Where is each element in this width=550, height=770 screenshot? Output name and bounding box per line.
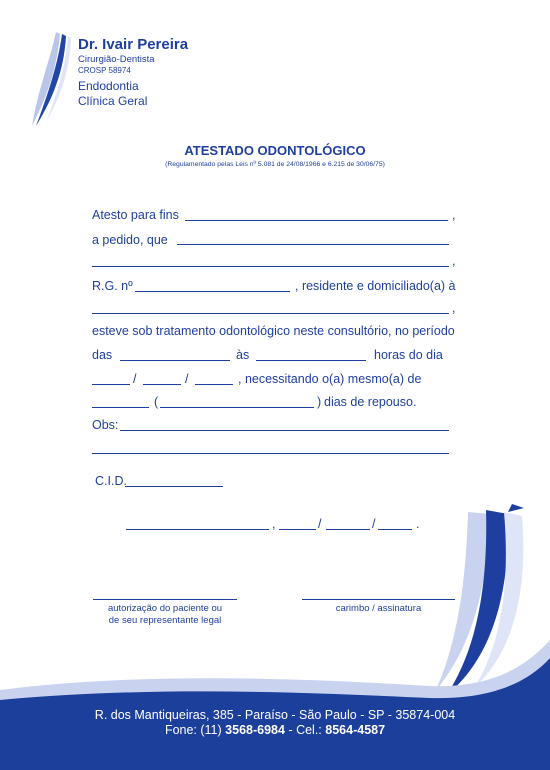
address-field[interactable] <box>92 313 449 314</box>
cid-label: C.I.D. <box>95 474 127 488</box>
cid-field[interactable] <box>125 486 223 487</box>
pedido-label: a pedido, que <box>92 233 168 247</box>
end-time-field[interactable] <box>256 360 366 361</box>
obs-field[interactable] <box>120 430 449 431</box>
cell-label: - Cel.: <box>288 723 322 737</box>
start-time-field[interactable] <box>120 360 230 361</box>
open-paren: ( <box>154 395 159 409</box>
atesto-label: Atesto para fins <box>92 208 179 222</box>
patient-name-continuation-field[interactable] <box>92 266 449 267</box>
sign-period: . <box>416 517 420 531</box>
phone-number: 3568-6984 <box>225 723 285 737</box>
close-paren: ) <box>317 395 322 409</box>
doctor-name: Dr. Ivair Pereira <box>78 36 189 53</box>
cell-number: 8564-4587 <box>325 723 386 737</box>
patient-name-field[interactable] <box>177 244 449 245</box>
doctor-profession: Cirurgião-Dentista <box>78 54 155 65</box>
sign-slash-2: / <box>372 517 376 531</box>
necessitando-label: , necessitando o(a) mesmo(a) de <box>238 372 422 386</box>
city-comma: , <box>272 517 276 531</box>
comma-2: , <box>452 254 456 268</box>
residente-label: , residente e domiciliado(a) à <box>295 279 456 293</box>
document-subtitle: (Regulamentado pelas Leis nº 5.081 de 24/08/1966 e 6.215 de 30/06/75) <box>165 161 385 168</box>
as-label: às <box>236 348 250 362</box>
logo-swoosh-icon <box>28 30 78 128</box>
date-year-field[interactable] <box>195 384 233 385</box>
obs-continuation-field[interactable] <box>92 453 449 454</box>
date-slash-2: / <box>185 372 189 386</box>
doctor-registration: CROSP 58974 <box>78 66 131 75</box>
specialty-clinica-geral: Clínica Geral <box>78 94 148 108</box>
comma-1: , <box>452 208 456 222</box>
dentist-signature-label: carimbo / assinatura <box>335 603 422 614</box>
specialty-endodontia: Endodontia <box>78 79 139 93</box>
patient-signature-label-2: de seu representante legal <box>108 615 222 626</box>
date-month-field[interactable] <box>143 384 181 385</box>
sign-slash-1: / <box>318 517 322 531</box>
rg-label: R.G. nº <box>92 279 133 293</box>
das-label: das <box>92 348 113 362</box>
rest-days-number-field[interactable] <box>92 407 149 408</box>
phone-label: Fone: (11) <box>164 723 222 737</box>
footer-contact <box>0 723 550 737</box>
date-slash-1: / <box>133 372 137 386</box>
footer-address: R. dos Mantiqueiras, 385 - Paraíso - São Paulo - SP - 35874-004 <box>94 708 456 722</box>
tratamento-text: esteve sob tratamento odontológico neste consultório, no período <box>92 324 455 338</box>
dias-label: dias de repouso. <box>324 395 417 409</box>
rg-field[interactable] <box>135 291 290 292</box>
document-title: ATESTADO ODONTOLÓGICO <box>184 143 366 158</box>
obs-label: Obs: <box>92 418 119 432</box>
comma-3: , <box>452 301 456 315</box>
date-day-field[interactable] <box>92 384 130 385</box>
horas-label: horas do dia <box>374 348 443 362</box>
patient-signature-label-1: autorização do paciente ou <box>107 603 223 614</box>
purpose-field[interactable] <box>185 220 448 221</box>
rest-days-written-field[interactable] <box>160 407 314 408</box>
